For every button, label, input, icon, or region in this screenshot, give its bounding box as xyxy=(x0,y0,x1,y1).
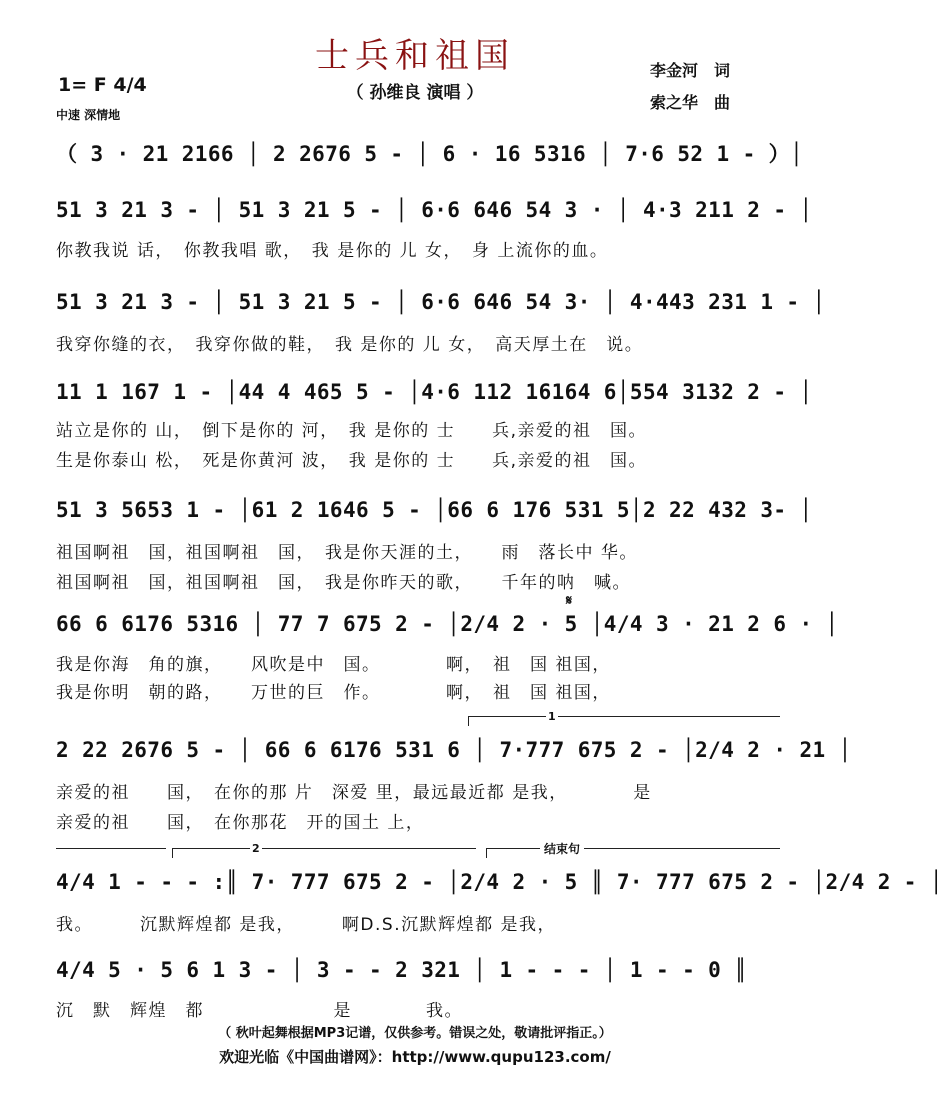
volta-2-tick xyxy=(172,848,173,858)
volta-2-number: 2 xyxy=(252,842,260,855)
volta-1-tick xyxy=(468,716,469,726)
score-intro-notes: （ 3 · 21 2166 │ 2 2676 5 - │ 6 · 16 5316 │ 7·6 52 1 - ）│ xyxy=(56,142,804,166)
website-credit: 欢迎光临《中国曲谱网》：http://www.qupu123.com/ xyxy=(219,1048,611,1066)
key-signature: 1= F 4/4 xyxy=(58,74,147,96)
score-row-8-lyrics: 沉 默 辉煌 都 是 我。 xyxy=(56,1001,463,1021)
score-row-4-notes: 51 3 5653 1 - │61 2 1646 5 - │66 6 176 531 5│2 22 432 3- │ xyxy=(56,498,813,522)
score-row-2-lyrics: 我穿你缝的衣， 我穿你做的鞋， 我 是你的 儿 女， 高天厚土在 说。 xyxy=(56,335,644,355)
lyricist-credit: 李金河 词 xyxy=(650,61,731,80)
score-row-1-lyrics: 你教我说 话， 你教我唱 歌， 我 是你的 儿 女， 身 上流你的血。 xyxy=(56,241,609,261)
score-row-7-lyrics: 我。 沉默辉煌都 是我， 啊D.S.沉默辉煌都 是我， xyxy=(56,915,556,935)
volta-2-bracket xyxy=(172,848,476,849)
coda-bracket xyxy=(486,848,780,849)
transcription-note: （ 秋叶起舞根据MP3记谱，仅供参考。错误之处，敬请批评指正。） xyxy=(218,1026,612,1041)
score-row-4-lyrics-verse-2: 祖国啊祖 国，祖国啊祖 国， 我是你昨天的歌， 千年的呐 喊。 xyxy=(56,573,631,593)
coda-label: 结束句 xyxy=(540,840,584,857)
tempo-marking: 中速 深情地 xyxy=(56,108,121,122)
performer-subtitle: （ 孙维良 演唱 ） xyxy=(346,83,484,103)
composer-credit: 索之华 曲 xyxy=(650,93,731,112)
volta-1-number: 1 xyxy=(548,710,556,723)
score-row-6-notes: 2 22 2676 5 - │ 66 6 6176 531 6 │ 7·777 675 2 - │2/4 2 · 21 │ xyxy=(56,738,852,762)
score-row-8-notes: 4/4 5 · 5 6 1 3 - │ 3 - - 2 321 │ 1 - - - │ 1 - - 0 ║ xyxy=(56,958,748,982)
score-row-3-notes: 11 1 167 1 - │44 4 465 5 - │4·6 112 16164 6│554 3132 2 - │ xyxy=(56,380,813,404)
song-title: 士兵和祖国 xyxy=(315,36,515,76)
score-row-5-notes: 66 6 6176 5316 │ 77 7 675 2 - │2/4 2 · 5 │4/4 3 · 21 2 6 · │ xyxy=(56,612,839,636)
score-row-1-notes: 51 3 21 3 - │ 51 3 21 5 - │ 6·6 646 54 3 · │ 4·3 211 2 - │ xyxy=(56,198,813,222)
score-row-6-lyrics-verse-2: 亲爱的祖 国， 在你那花 开的国土 上， xyxy=(56,813,425,833)
score-row-6-lyrics-verse-1: 亲爱的祖 国， 在你的那 片 深爱 里，最远最近都 是我， 是 xyxy=(56,783,652,803)
score-row-5-lyrics-verse-2: 我是你明 朝的路， 万世的巨 作。 啊， 祖 国 祖国， xyxy=(56,683,611,703)
score-row-5-lyrics-verse-1: 我是你海 角的旗， 风吹是中 国。 啊， 祖 国 祖国， xyxy=(56,655,611,675)
score-row-3-lyrics-verse-2: 生是你泰山 松， 死是你黄河 波， 我 是你的 士 兵,亲爱的祖 国。 xyxy=(56,451,648,471)
score-row-3-lyrics-verse-1: 站立是你的 山， 倒下是你的 河， 我 是你的 士 兵,亲爱的祖 国。 xyxy=(56,421,648,441)
coda-tick xyxy=(486,848,487,858)
volta-1-continuation xyxy=(56,848,166,849)
volta-1-bracket xyxy=(468,716,780,717)
score-row-4-lyrics-verse-1: 祖国啊祖 国，祖国啊祖 国， 我是你天涯的土， 雨 落长中 华。 xyxy=(56,543,638,563)
score-row-7-notes: 4/4 1 - - - :║ 7· 777 675 2 - │2/4 2 · 5 ║ 7· 777 675 2 - │2/4 2 - │ xyxy=(56,870,943,894)
segno-sign: 𝄋 xyxy=(566,593,573,609)
score-row-2-notes: 51 3 21 3 - │ 51 3 21 5 - │ 6·6 646 54 3· │ 4·443 231 1 - │ xyxy=(56,290,826,314)
